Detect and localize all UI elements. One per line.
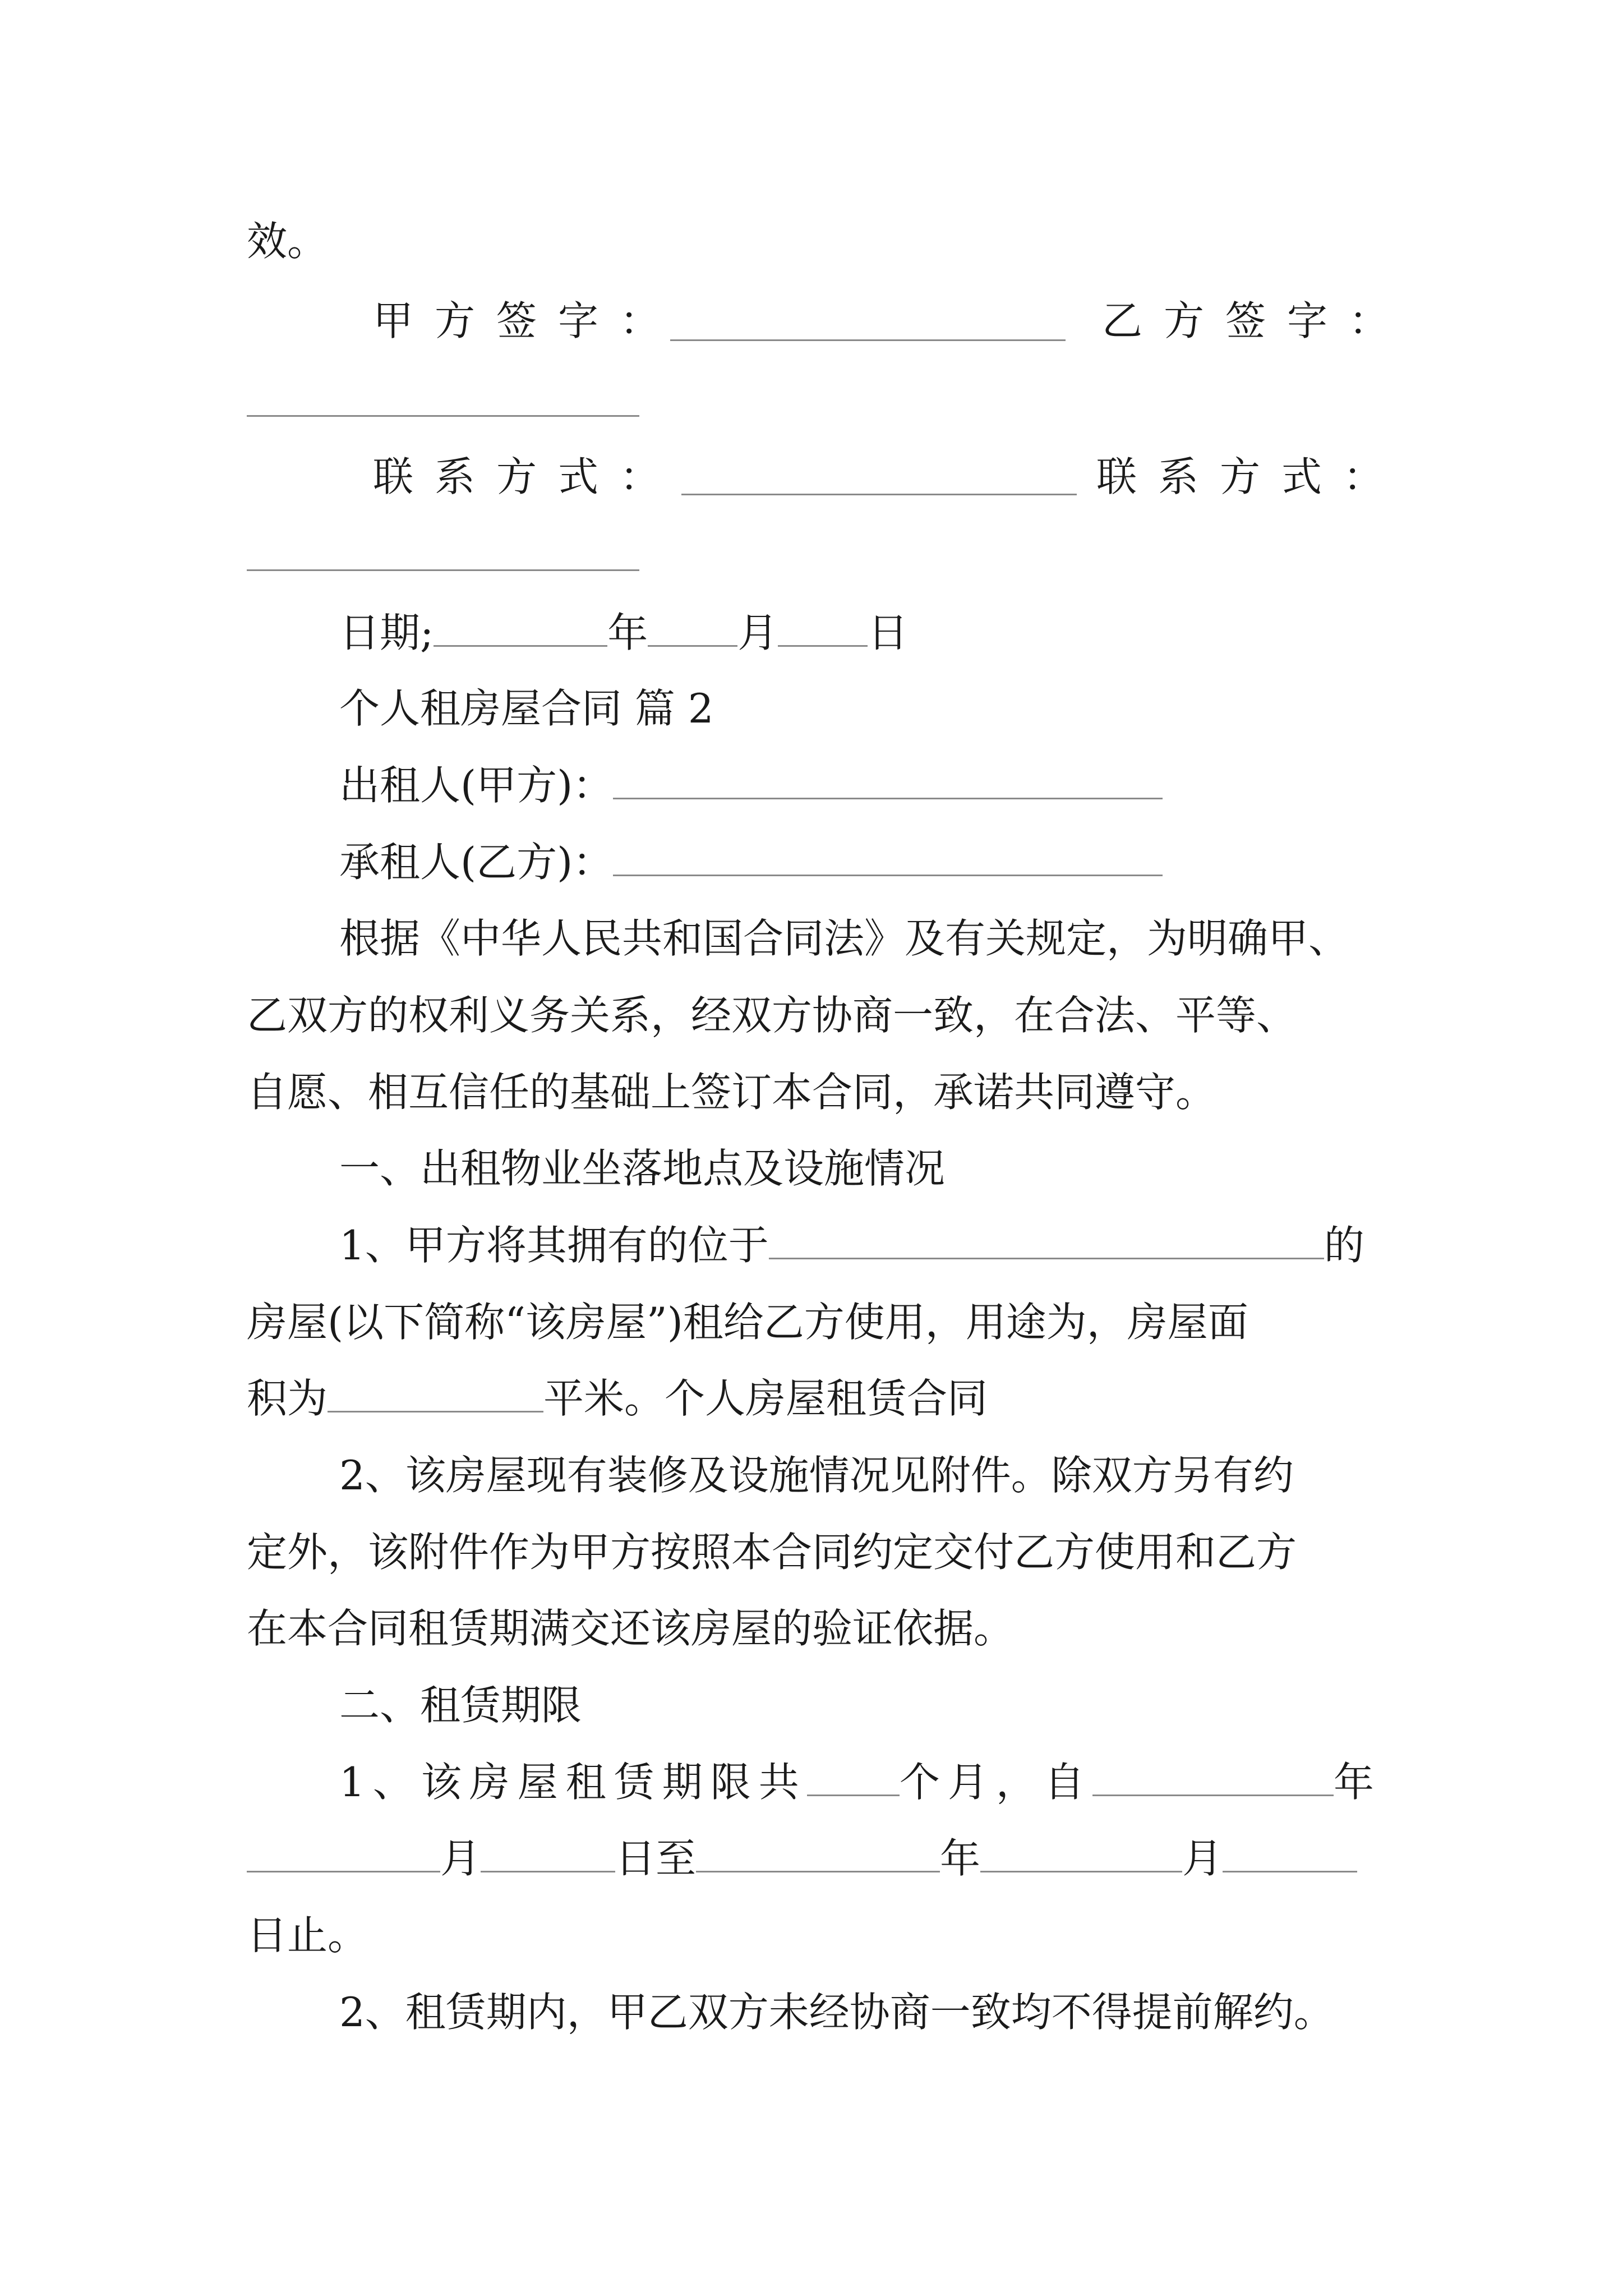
- year-field[interactable]: [434, 610, 607, 647]
- party-a-contact-label: 联系方式：: [373, 453, 682, 500]
- heading: [339, 1140, 945, 1197]
- day-label: 日: [868, 609, 909, 656]
- start-day-field[interactable]: [481, 1836, 615, 1872]
- text: 月: [440, 1835, 481, 1882]
- paragraph-line: [247, 1830, 1357, 1887]
- lessor-field[interactable]: [613, 763, 1163, 799]
- party-a-signature-label: 甲方签字：: [373, 297, 682, 344]
- paragraph-line: [247, 1294, 1248, 1350]
- paragraph-line: [339, 1447, 1294, 1503]
- party-b-signature-label: 乙方签字：: [1102, 297, 1411, 344]
- section-title: [339, 680, 714, 737]
- paragraph-line: [247, 1370, 988, 1427]
- heading-text: 一、出租物业坐落地点及设施情况: [339, 1145, 946, 1192]
- day-field[interactable]: [778, 610, 868, 647]
- text: 1、甲方将其拥有的位于: [339, 1222, 769, 1269]
- party-a-signature-field[interactable]: [670, 339, 1066, 341]
- text: 在本合同租赁期满交还该房屋的验证依据。: [247, 1605, 1015, 1652]
- text: 年: [1333, 1759, 1382, 1806]
- signature-line: [373, 293, 681, 349]
- text: 2、租赁期内，甲乙双方未经协商一致均不得提前解约。: [339, 1989, 1334, 2036]
- text: 日止。: [247, 1912, 368, 1959]
- text: 自愿、相互信任的基础上签订本合同，承诺共同遵守。: [247, 1069, 1216, 1116]
- text: 年: [940, 1835, 981, 1882]
- lessor-label: 出租人(甲方)：: [339, 762, 614, 809]
- lessee-label: 承租人(乙方)：: [339, 839, 614, 886]
- paragraph-line: [339, 1217, 1364, 1273]
- contact-line: [373, 449, 681, 505]
- heading: [339, 1677, 582, 1733]
- year-label: 年: [607, 609, 648, 656]
- text: 月: [1182, 1835, 1223, 1882]
- end-year-field[interactable]: [696, 1836, 940, 1872]
- paragraph-line: [247, 1524, 1297, 1580]
- lessee-field[interactable]: [613, 840, 1163, 876]
- text-line: [247, 213, 328, 269]
- end-day-field[interactable]: [1223, 1836, 1357, 1872]
- text: 平米。个人房屋租赁合同: [543, 1375, 988, 1422]
- paragraph-line: [247, 1600, 1014, 1657]
- text: 根据《中华人民共和国合同法》及有关规定，为明确甲、: [339, 915, 1349, 962]
- party-b-signature-field[interactable]: [247, 415, 639, 417]
- lessor-line: [339, 757, 1163, 813]
- text: 1、该房屋租赁期限共: [339, 1759, 807, 1806]
- party-b-contact-label: 联系方式：: [1096, 453, 1405, 500]
- text: 积为: [247, 1375, 328, 1422]
- location-field[interactable]: [769, 1223, 1324, 1259]
- lessee-line: [339, 834, 1163, 890]
- text: 的: [1324, 1222, 1364, 1269]
- text: 2、该房屋现有装修及设施情况见附件。除双方另有约: [339, 1452, 1294, 1499]
- month-label: 月: [737, 609, 778, 656]
- end-month-field[interactable]: [980, 1836, 1182, 1872]
- text: 日至: [615, 1835, 697, 1882]
- month-field[interactable]: [648, 610, 737, 647]
- date-line: [339, 605, 908, 661]
- party-b-contact-field[interactable]: [247, 569, 639, 571]
- area-field[interactable]: [328, 1376, 543, 1412]
- start-year-field[interactable]: [1092, 1760, 1334, 1796]
- text: 乙双方的权利义务关系，经双方协商一致，在合法、平等、: [247, 992, 1297, 1039]
- paragraph-line: [247, 987, 1297, 1043]
- party-a-contact-field[interactable]: [681, 494, 1077, 495]
- months-field[interactable]: [807, 1760, 900, 1796]
- start-month-field[interactable]: [247, 1836, 440, 1872]
- signature-line-b: [1102, 293, 1410, 349]
- text: 定外，该附件作为甲方按照本合同约定交付乙方使用和乙方: [247, 1529, 1297, 1576]
- text: 效。: [247, 218, 328, 265]
- date-label: 日期;: [339, 609, 434, 656]
- paragraph-line: [339, 1754, 1382, 1810]
- section-title-text: 个人租房屋合同 篇 2: [339, 685, 714, 732]
- paragraph-line: [247, 1907, 368, 1963]
- heading-text: 二、租赁期限: [339, 1682, 582, 1729]
- contact-line-b: [1096, 449, 1405, 505]
- paragraph-line: [247, 1064, 1216, 1120]
- text: 个月，自: [899, 1759, 1092, 1806]
- text: 房屋(以下简称“该房屋”)租给乙方使用，用途为，房屋面: [247, 1299, 1248, 1346]
- paragraph-line: [339, 910, 1349, 967]
- paragraph-line: [339, 1984, 1334, 2040]
